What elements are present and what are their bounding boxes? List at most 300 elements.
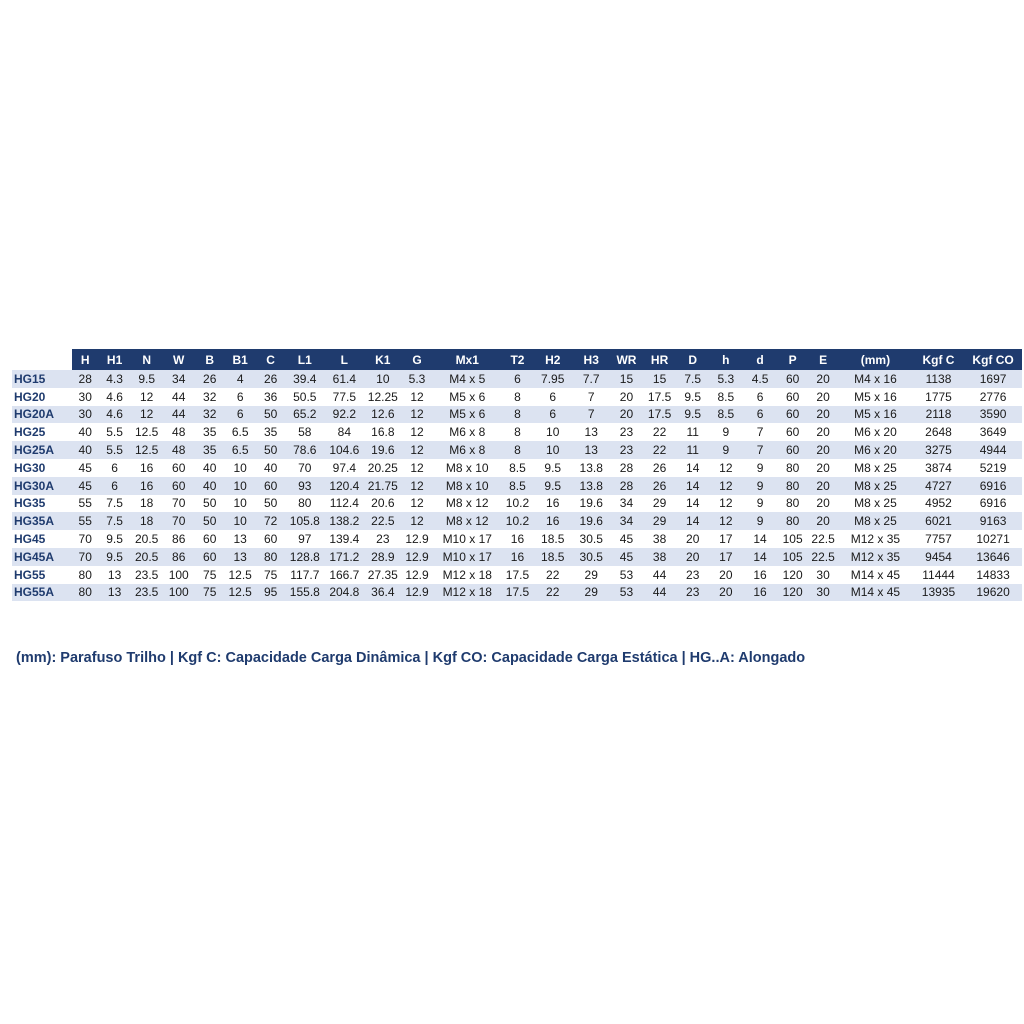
table-cell: 30 <box>72 406 99 424</box>
table-cell: 28.9 <box>365 548 401 566</box>
table-cell: 35 <box>263 425 278 440</box>
table-cell: 16 <box>546 496 560 511</box>
table-cell: 40 <box>78 425 92 440</box>
table-cell: 8.5 <box>709 406 743 424</box>
table-cell: M6 x 20 <box>854 425 897 440</box>
column-header: h <box>709 349 743 370</box>
table-cell: 60 <box>777 370 808 388</box>
table-cell: 29 <box>652 496 667 511</box>
table-cell: 12 <box>139 389 154 404</box>
table-cell: 12.5 <box>131 441 163 459</box>
table-cell: 12 <box>401 406 433 424</box>
table-cell: 18 <box>131 512 163 530</box>
table-cell: 70 <box>78 532 92 547</box>
column-header: d <box>743 349 777 370</box>
table-cell: 7.95 <box>534 370 572 388</box>
model-cell: HG55 <box>14 567 46 582</box>
table-cell: 23.5 <box>134 567 159 582</box>
table-cell: M4 x 5 <box>433 370 501 388</box>
specification-table <box>12 349 1022 601</box>
table-cell: 20 <box>709 584 743 602</box>
table-cell: 9.5 <box>677 406 709 424</box>
table-cell: 6916 <box>979 496 1007 511</box>
model-cell: HG30A <box>12 477 72 495</box>
table-cell: 80 <box>785 496 800 511</box>
table-cell: 20 <box>719 567 733 582</box>
table-cell: 13 <box>572 441 610 459</box>
table-cell: 70 <box>72 548 99 566</box>
table-cell: 50 <box>256 406 286 424</box>
table-cell: 34 <box>610 512 642 530</box>
table-cell: 12.5 <box>228 567 252 582</box>
table-cell: 9.5 <box>684 389 702 404</box>
table-cell: M8 x 25 <box>838 512 913 530</box>
table-cell: 21.75 <box>365 477 401 495</box>
table-cell: 75 <box>195 584 225 602</box>
table-cell: 12 <box>401 512 433 530</box>
table-cell: 5219 <box>979 460 1007 475</box>
table-cell: 26 <box>195 370 225 388</box>
table-cell: 5.5 <box>99 441 131 459</box>
column-header: Kgf CO <box>964 349 1022 370</box>
table-cell: 40 <box>195 477 225 495</box>
table-cell: 80 <box>298 496 312 511</box>
column-header: L <box>324 349 365 370</box>
table-cell: 44 <box>163 406 195 424</box>
table-cell: 20 <box>808 441 838 459</box>
table-cell: 6 <box>756 389 764 404</box>
table-cell: 22 <box>534 584 572 602</box>
table-cell: 120 <box>782 567 803 582</box>
table-cell: 104.6 <box>324 441 365 459</box>
table-cell: 3649 <box>979 425 1007 440</box>
table-cell: M12 x 18 <box>433 584 501 602</box>
table-cell: 60 <box>263 532 278 547</box>
table-cell: 30 <box>78 389 92 404</box>
footnote: (mm): Parafuso Trilho | Kgf C: Capacidade Carga Dinâmica | Kgf CO: Capacidade Carga Estática | HG..A: Alongado <box>16 650 806 666</box>
column-header: WR <box>610 349 642 370</box>
table-cell: 60 <box>777 441 808 459</box>
table-cell: 30 <box>816 567 830 582</box>
table-cell: 9 <box>722 425 730 440</box>
table-cell: 4.5 <box>743 370 777 388</box>
column-header: K1 <box>365 349 401 370</box>
table-cell: 20 <box>816 460 830 475</box>
table-cell: 19620 <box>964 584 1022 602</box>
table-cell: 12.6 <box>365 406 401 424</box>
table-cell: M5 x 6 <box>433 406 501 424</box>
table-cell: 12 <box>401 441 433 459</box>
table-cell: 2118 <box>913 406 964 424</box>
table-cell: 4 <box>225 370 256 388</box>
table-cell: 18.5 <box>534 548 572 566</box>
table-cell: 39.4 <box>286 370 324 388</box>
table-cell: 40 <box>203 460 217 475</box>
table-cell: 50 <box>195 512 225 530</box>
table-cell: 120 <box>777 584 808 602</box>
table-cell: 9454 <box>913 548 964 566</box>
table-cell: 10 <box>225 477 256 495</box>
table-cell: 6 <box>236 389 244 404</box>
table-cell: 9 <box>743 512 777 530</box>
table-cell: 9163 <box>964 512 1022 530</box>
table-cell: 7.5 <box>106 496 123 511</box>
table-cell: 60 <box>172 460 186 475</box>
model-cell: HG55A <box>12 584 72 602</box>
table-cell: 20 <box>677 548 709 566</box>
table-cell: 6 <box>501 370 533 388</box>
table-cell: 12 <box>709 477 743 495</box>
table-cell: 20 <box>808 512 838 530</box>
table-cell: 22.5 <box>811 532 835 547</box>
table-cell: 1138 <box>913 370 964 388</box>
table-cell: 18.5 <box>541 532 565 547</box>
column-header: W <box>163 349 195 370</box>
table-cell: 45 <box>610 548 642 566</box>
table-cell: 12.9 <box>401 584 433 602</box>
table-cell: M5 x 6 <box>449 389 486 404</box>
table-cell: 9 <box>756 460 764 475</box>
table-cell: 100 <box>163 584 195 602</box>
table-cell: 60 <box>195 548 225 566</box>
table-cell: 29 <box>643 512 677 530</box>
table-cell: 6 <box>534 406 572 424</box>
table-cell: 35 <box>195 441 225 459</box>
table-cell: 15 <box>610 370 642 388</box>
table-cell: 13 <box>233 532 247 547</box>
table-cell: 6 <box>99 477 131 495</box>
table-cell: 20 <box>808 477 838 495</box>
column-header: H2 <box>534 349 572 370</box>
table-cell: 8 <box>501 441 533 459</box>
table-cell: 12 <box>410 496 424 511</box>
table-cell: 4727 <box>913 477 964 495</box>
table-body <box>12 370 1022 601</box>
model-cell: HG15 <box>12 370 72 388</box>
table-cell: M5 x 16 <box>854 389 897 404</box>
table-cell: 50.5 <box>293 389 317 404</box>
table-cell: 17 <box>719 532 733 547</box>
table-cell: 23.5 <box>131 584 163 602</box>
table-cell: 5.3 <box>709 370 743 388</box>
table-cell: 60 <box>163 477 195 495</box>
table-cell: M8 x 10 <box>445 460 489 475</box>
table-cell: 97.4 <box>332 460 357 475</box>
table-cell: 12 <box>410 425 424 440</box>
table-cell: 26 <box>652 460 667 475</box>
table-cell: 16 <box>139 460 154 475</box>
table-cell: 5.3 <box>401 370 433 388</box>
table-cell: 22 <box>643 441 677 459</box>
table-cell: 9.5 <box>99 548 131 566</box>
table-cell: 112.4 <box>329 496 359 511</box>
table-cell: 8.5 <box>509 460 526 475</box>
column-header: E <box>808 349 838 370</box>
table-cell: 6.5 <box>225 441 256 459</box>
table-cell: 20.6 <box>371 496 395 511</box>
table-cell: 1775 <box>925 389 952 404</box>
table-cell: 10 <box>365 370 401 388</box>
table-cell: 15 <box>643 370 677 388</box>
table-cell: 36 <box>263 389 278 404</box>
table-cell: 20 <box>816 425 830 440</box>
table-cell: 55 <box>78 496 92 511</box>
table-cell: 75 <box>203 567 217 582</box>
table-cell: 36.4 <box>365 584 401 602</box>
table-cell: 20 <box>808 370 838 388</box>
column-header: B1 <box>225 349 256 370</box>
table-row <box>12 388 1022 406</box>
table-cell: 105.8 <box>286 512 324 530</box>
table-cell: 14 <box>686 460 700 475</box>
table-cell: 13 <box>99 584 131 602</box>
model-cell: HG45A <box>12 548 72 566</box>
table-cell: M12 x 35 <box>838 548 913 566</box>
model-cell: HG35 <box>14 496 46 511</box>
table-cell: 30.5 <box>579 532 603 547</box>
table-cell: M8 x 25 <box>854 496 897 511</box>
table-cell: 38 <box>652 532 667 547</box>
model-cell: HG30 <box>14 460 46 475</box>
table-cell: 11 <box>686 425 699 440</box>
table-cell: 80 <box>777 512 808 530</box>
table-cell: 61.4 <box>324 370 365 388</box>
column-header: H1 <box>99 349 131 370</box>
table-cell: 6 <box>743 406 777 424</box>
table-cell: 35 <box>203 425 217 440</box>
table-cell: 117.7 <box>290 567 320 582</box>
table-cell: 44 <box>172 389 186 404</box>
table-cell: 53 <box>619 567 634 582</box>
table-cell: M10 x 17 <box>433 548 501 566</box>
table-cell: 23 <box>686 567 700 582</box>
table-cell: 28 <box>619 460 634 475</box>
table-cell: 9.5 <box>534 477 572 495</box>
table-cell: 20.5 <box>131 548 163 566</box>
table-cell: 70 <box>163 512 195 530</box>
table-cell: 16 <box>510 532 525 547</box>
table-cell: 60 <box>777 406 808 424</box>
table-cell: 13 <box>584 425 598 440</box>
table-cell: 10.2 <box>501 512 533 530</box>
table-cell: M6 x 8 <box>449 425 486 440</box>
table-cell: 16 <box>534 512 572 530</box>
table-cell: 128.8 <box>286 548 324 566</box>
table-cell: M8 x 10 <box>433 477 501 495</box>
table-cell: 13 <box>225 548 256 566</box>
table-cell: 120.4 <box>324 477 365 495</box>
table-cell: 6021 <box>913 512 964 530</box>
column-header: H3 <box>572 349 610 370</box>
table-cell: 4.6 <box>106 389 123 404</box>
table-cell: 55 <box>72 512 99 530</box>
table-cell: 23 <box>619 425 634 440</box>
table-cell: M10 x 17 <box>442 532 492 547</box>
table-cell: 34 <box>619 496 634 511</box>
table-cell: 10 <box>225 512 256 530</box>
table-cell: 12.9 <box>401 548 433 566</box>
table-cell: 16.8 <box>371 425 395 440</box>
table-cell: 9.5 <box>544 460 562 475</box>
table-cell: M4 x 16 <box>838 370 913 388</box>
table-cell: 80 <box>777 477 808 495</box>
table-cell: 13.8 <box>572 477 610 495</box>
table-row <box>12 530 1022 548</box>
table-cell: 45 <box>72 477 99 495</box>
table-cell: 20 <box>816 389 830 404</box>
table-cell: 6 <box>111 460 118 475</box>
model-cell: HG25 <box>14 425 46 440</box>
table-cell: 20 <box>816 496 830 511</box>
table-cell: M8 x 12 <box>433 512 501 530</box>
table-cell: 50 <box>203 496 217 511</box>
table-cell: 4952 <box>925 496 952 511</box>
table-cell: 22 <box>652 425 667 440</box>
table-cell: 20.5 <box>134 532 159 547</box>
table-cell: 86 <box>163 548 195 566</box>
table-cell: 12 <box>709 512 743 530</box>
table-cell: 22.5 <box>365 512 401 530</box>
table-cell: 40 <box>72 441 99 459</box>
table-cell: 10 <box>233 460 247 475</box>
table-cell: 45 <box>78 460 92 475</box>
table-cell: 80 <box>72 584 99 602</box>
table-cell: 9 <box>709 441 743 459</box>
table-cell: 72 <box>256 512 286 530</box>
table-cell: 44 <box>652 567 667 582</box>
table-cell: 23 <box>677 584 709 602</box>
table-cell: 12.25 <box>367 389 398 404</box>
table-row <box>12 566 1022 584</box>
table-cell: 86 <box>172 532 186 547</box>
table-row <box>12 423 1022 441</box>
table-cell: 26 <box>256 370 286 388</box>
table-cell: 7 <box>572 406 610 424</box>
table-cell: 3590 <box>964 406 1022 424</box>
table-cell: 166.7 <box>329 567 360 582</box>
table-cell: 26 <box>643 477 677 495</box>
table-cell: M8 x 25 <box>854 460 897 475</box>
table-cell: M12 x 35 <box>850 532 901 547</box>
table-row <box>12 584 1022 602</box>
table-cell: 2776 <box>979 389 1007 404</box>
table-cell: 11 <box>677 441 709 459</box>
table-row <box>12 370 1022 388</box>
model-cell: HG45 <box>14 532 46 547</box>
column-header: C <box>256 349 286 370</box>
column-header: H <box>72 349 99 370</box>
table-cell: 5.5 <box>106 425 123 440</box>
table-cell: 95 <box>256 584 286 602</box>
table-cell: 22 <box>546 567 560 582</box>
table-cell: M6 x 20 <box>838 441 913 459</box>
table-cell: 7757 <box>925 532 952 547</box>
table-cell: 12 <box>719 460 733 475</box>
table-cell: 50 <box>256 441 286 459</box>
table-cell: M14 x 45 <box>850 567 901 582</box>
table-cell: 16 <box>753 567 767 582</box>
table-cell: 75 <box>263 567 278 582</box>
table-cell: 78.6 <box>286 441 324 459</box>
table-cell: 100 <box>168 567 189 582</box>
table-cell: 17.5 <box>505 567 530 582</box>
table-cell: 10.2 <box>505 496 530 511</box>
table-cell: 12.9 <box>405 567 429 582</box>
table-cell: 23 <box>610 441 642 459</box>
table-cell: 32 <box>195 406 225 424</box>
table-cell: 16 <box>131 477 163 495</box>
table-cell: 9 <box>743 477 777 495</box>
table-cell: 204.8 <box>324 584 365 602</box>
table-cell: 60 <box>785 389 800 404</box>
table-cell: 70 <box>298 460 312 475</box>
table-cell: 19.6 <box>365 441 401 459</box>
table-row <box>12 406 1022 424</box>
table-cell: 13646 <box>964 548 1022 566</box>
table-cell: 32 <box>203 389 217 404</box>
table-cell: 6 <box>549 389 557 404</box>
column-header: B <box>195 349 225 370</box>
table-cell: 23 <box>376 532 390 547</box>
model-cell: HG25A <box>12 441 72 459</box>
table-cell: 139.4 <box>329 532 360 547</box>
table-cell: 8 <box>514 425 521 440</box>
table-cell: 7.7 <box>572 370 610 388</box>
table-cell: M12 x 18 <box>442 567 492 582</box>
table-cell: 14833 <box>976 567 1010 582</box>
table-cell: 20.25 <box>367 460 398 475</box>
table-cell: 80 <box>785 460 800 475</box>
table-cell: 13 <box>107 567 122 582</box>
table-cell: 53 <box>610 584 642 602</box>
table-cell: 13.8 <box>579 460 603 475</box>
table-cell: 70 <box>172 496 186 511</box>
table-cell: 29 <box>572 584 610 602</box>
table-cell: 17.5 <box>501 584 533 602</box>
table-cell: 4.6 <box>99 406 131 424</box>
column-header: G <box>401 349 433 370</box>
table-cell: 60 <box>256 477 286 495</box>
table-cell: 6916 <box>964 477 1022 495</box>
table-cell: 9.5 <box>106 532 123 547</box>
header-corner <box>12 349 72 370</box>
table-cell: 20 <box>808 406 838 424</box>
table-cell: 34 <box>163 370 195 388</box>
table-cell: 40 <box>263 460 278 475</box>
table-cell: 12 <box>131 406 163 424</box>
table-cell: 6 <box>225 406 256 424</box>
table-cell: M6 x 8 <box>433 441 501 459</box>
column-header: L1 <box>286 349 324 370</box>
table-cell: 48 <box>172 425 186 440</box>
table-cell: 3874 <box>925 460 952 475</box>
table-cell: M5 x 16 <box>838 406 913 424</box>
table-cell: 155.8 <box>286 584 324 602</box>
table-cell: 48 <box>163 441 195 459</box>
table-cell: 29 <box>584 567 598 582</box>
table-cell: 138.2 <box>324 512 365 530</box>
table-cell: 45 <box>619 532 634 547</box>
column-header: D <box>677 349 709 370</box>
table-cell: 4944 <box>964 441 1022 459</box>
table-cell: 19.6 <box>572 512 610 530</box>
table-cell: 20 <box>686 532 700 547</box>
column-header: Mx1 <box>433 349 501 370</box>
table-cell: 8.5 <box>501 477 533 495</box>
table-cell: 38 <box>643 548 677 566</box>
table-cell: 28 <box>72 370 99 388</box>
column-header: Kgf C <box>913 349 964 370</box>
